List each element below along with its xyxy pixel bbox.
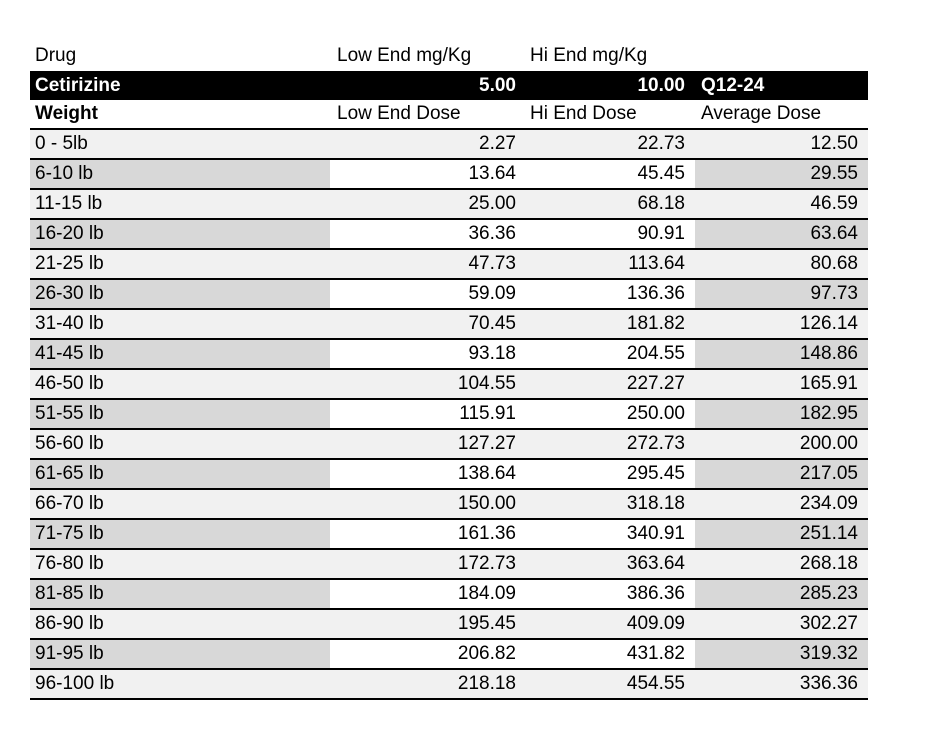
weight-cell: 66-70 lb [30, 489, 330, 519]
drug-low-end-value: 5.00 [330, 71, 520, 100]
table-row [30, 669, 868, 699]
average-dose-cell: 148.86 [695, 339, 868, 369]
weight-cell: 0 - 5lb [30, 129, 330, 159]
low-end-dose-cell: 93.18 [330, 339, 520, 369]
average-dose-cell: 12.50 [695, 129, 868, 159]
hi-end-dose-cell: 295.45 [520, 459, 695, 489]
drug-highlight-row [30, 71, 868, 100]
table-row [30, 219, 868, 249]
weight-cell: 6-10 lb [30, 159, 330, 189]
table-row [30, 519, 868, 549]
average-dose-header: Average Dose [695, 100, 868, 129]
average-dose-cell: 165.91 [695, 369, 868, 399]
hi-end-dose-cell: 45.45 [520, 159, 695, 189]
hi-end-dose-cell: 409.09 [520, 609, 695, 639]
weight-cell: 61-65 lb [30, 459, 330, 489]
low-end-dose-cell: 2.27 [330, 129, 520, 159]
low-end-dose-cell: 59.09 [330, 279, 520, 309]
average-dose-cell: 97.73 [695, 279, 868, 309]
weight-cell: 86-90 lb [30, 609, 330, 639]
average-dose-cell: 200.00 [695, 429, 868, 459]
weight-cell: 41-45 lb [30, 339, 330, 369]
low-end-dose-cell: 36.36 [330, 219, 520, 249]
hi-end-dose-cell: 318.18 [520, 489, 695, 519]
table-row [30, 399, 868, 429]
weight-cell: 21-25 lb [30, 249, 330, 279]
dose-header-row [30, 100, 868, 129]
low-end-dose-cell: 70.45 [330, 309, 520, 339]
average-dose-cell: 285.23 [695, 579, 868, 609]
low-end-dose-cell: 150.00 [330, 489, 520, 519]
hi-end-dose-cell: 90.91 [520, 219, 695, 249]
low-end-dose-cell: 172.73 [330, 549, 520, 579]
average-dose-cell: 63.64 [695, 219, 868, 249]
hi-end-dose-cell: 340.91 [520, 519, 695, 549]
hi-end-dose-cell: 227.27 [520, 369, 695, 399]
drug-frequency-cell: Q12-24 [695, 71, 868, 100]
average-dose-cell: 251.14 [695, 519, 868, 549]
weight-cell: 46-50 lb [30, 369, 330, 399]
dose-table-body [30, 129, 868, 699]
table-row [30, 159, 868, 189]
low-end-dose-cell: 138.64 [330, 459, 520, 489]
average-dose-cell: 319.32 [695, 639, 868, 669]
weight-cell: 56-60 lb [30, 429, 330, 459]
average-dose-cell: 29.55 [695, 159, 868, 189]
table-row [30, 339, 868, 369]
weight-cell: 26-30 lb [30, 279, 330, 309]
average-dose-cell: 46.59 [695, 189, 868, 219]
low-end-dose-cell: 13.64 [330, 159, 520, 189]
table-row [30, 309, 868, 339]
hi-end-dose-cell: 22.73 [520, 129, 695, 159]
table-row [30, 129, 868, 159]
drug-header-row [30, 40, 868, 71]
hi-end-dose-cell: 68.18 [520, 189, 695, 219]
weight-cell: 16-20 lb [30, 219, 330, 249]
weight-cell: 11-15 lb [30, 189, 330, 219]
table-row [30, 489, 868, 519]
average-dose-cell: 336.36 [695, 669, 868, 699]
table-row [30, 459, 868, 489]
hi-end-dose-cell: 386.36 [520, 579, 695, 609]
hi-end-dose-cell: 250.00 [520, 399, 695, 429]
hi-end-dose-cell: 454.55 [520, 669, 695, 699]
weight-column-header: Weight [30, 100, 330, 129]
low-end-dose-header: Low End Dose [330, 100, 520, 129]
average-dose-cell: 268.18 [695, 549, 868, 579]
hi-end-dose-cell: 204.55 [520, 339, 695, 369]
hi-end-dose-cell: 136.36 [520, 279, 695, 309]
weight-cell: 91-95 lb [30, 639, 330, 669]
hi-end-dose-cell: 363.64 [520, 549, 695, 579]
low-end-dose-cell: 104.55 [330, 369, 520, 399]
low-end-dose-cell: 25.00 [330, 189, 520, 219]
low-end-dose-cell: 127.27 [330, 429, 520, 459]
weight-cell: 81-85 lb [30, 579, 330, 609]
low-end-dose-cell: 115.91 [330, 399, 520, 429]
low-end-dose-cell: 47.73 [330, 249, 520, 279]
drug-hi-end-value: 10.00 [520, 71, 695, 100]
low-end-dose-cell: 161.36 [330, 519, 520, 549]
low-end-dose-cell: 195.45 [330, 609, 520, 639]
table-row [30, 609, 868, 639]
hi-end-mgkg-header: Hi End mg/Kg [520, 40, 695, 71]
hi-end-dose-header: Hi End Dose [520, 100, 695, 129]
low-end-dose-cell: 218.18 [330, 669, 520, 699]
hi-end-dose-cell: 431.82 [520, 639, 695, 669]
drug-name-cell: Cetirizine [30, 71, 330, 100]
drug-column-header: Drug [30, 40, 330, 71]
low-end-dose-cell: 184.09 [330, 579, 520, 609]
average-dose-cell: 182.95 [695, 399, 868, 429]
table-row [30, 549, 868, 579]
dosing-table [30, 40, 868, 700]
table-row [30, 249, 868, 279]
average-dose-cell: 80.68 [695, 249, 868, 279]
empty-header-cell [695, 40, 868, 71]
weight-cell: 31-40 lb [30, 309, 330, 339]
low-end-dose-cell: 206.82 [330, 639, 520, 669]
average-dose-cell: 302.27 [695, 609, 868, 639]
average-dose-cell: 217.05 [695, 459, 868, 489]
table-row [30, 279, 868, 309]
weight-cell: 51-55 lb [30, 399, 330, 429]
table-row [30, 369, 868, 399]
average-dose-cell: 234.09 [695, 489, 868, 519]
hi-end-dose-cell: 181.82 [520, 309, 695, 339]
table-row [30, 189, 868, 219]
weight-cell: 96-100 lb [30, 669, 330, 699]
table-row [30, 429, 868, 459]
table-row [30, 639, 868, 669]
hi-end-dose-cell: 113.64 [520, 249, 695, 279]
weight-cell: 71-75 lb [30, 519, 330, 549]
hi-end-dose-cell: 272.73 [520, 429, 695, 459]
weight-cell: 76-80 lb [30, 549, 330, 579]
dosing-sheet [30, 40, 868, 700]
low-end-mgkg-header: Low End mg/Kg [330, 40, 520, 71]
average-dose-cell: 126.14 [695, 309, 868, 339]
table-row [30, 579, 868, 609]
